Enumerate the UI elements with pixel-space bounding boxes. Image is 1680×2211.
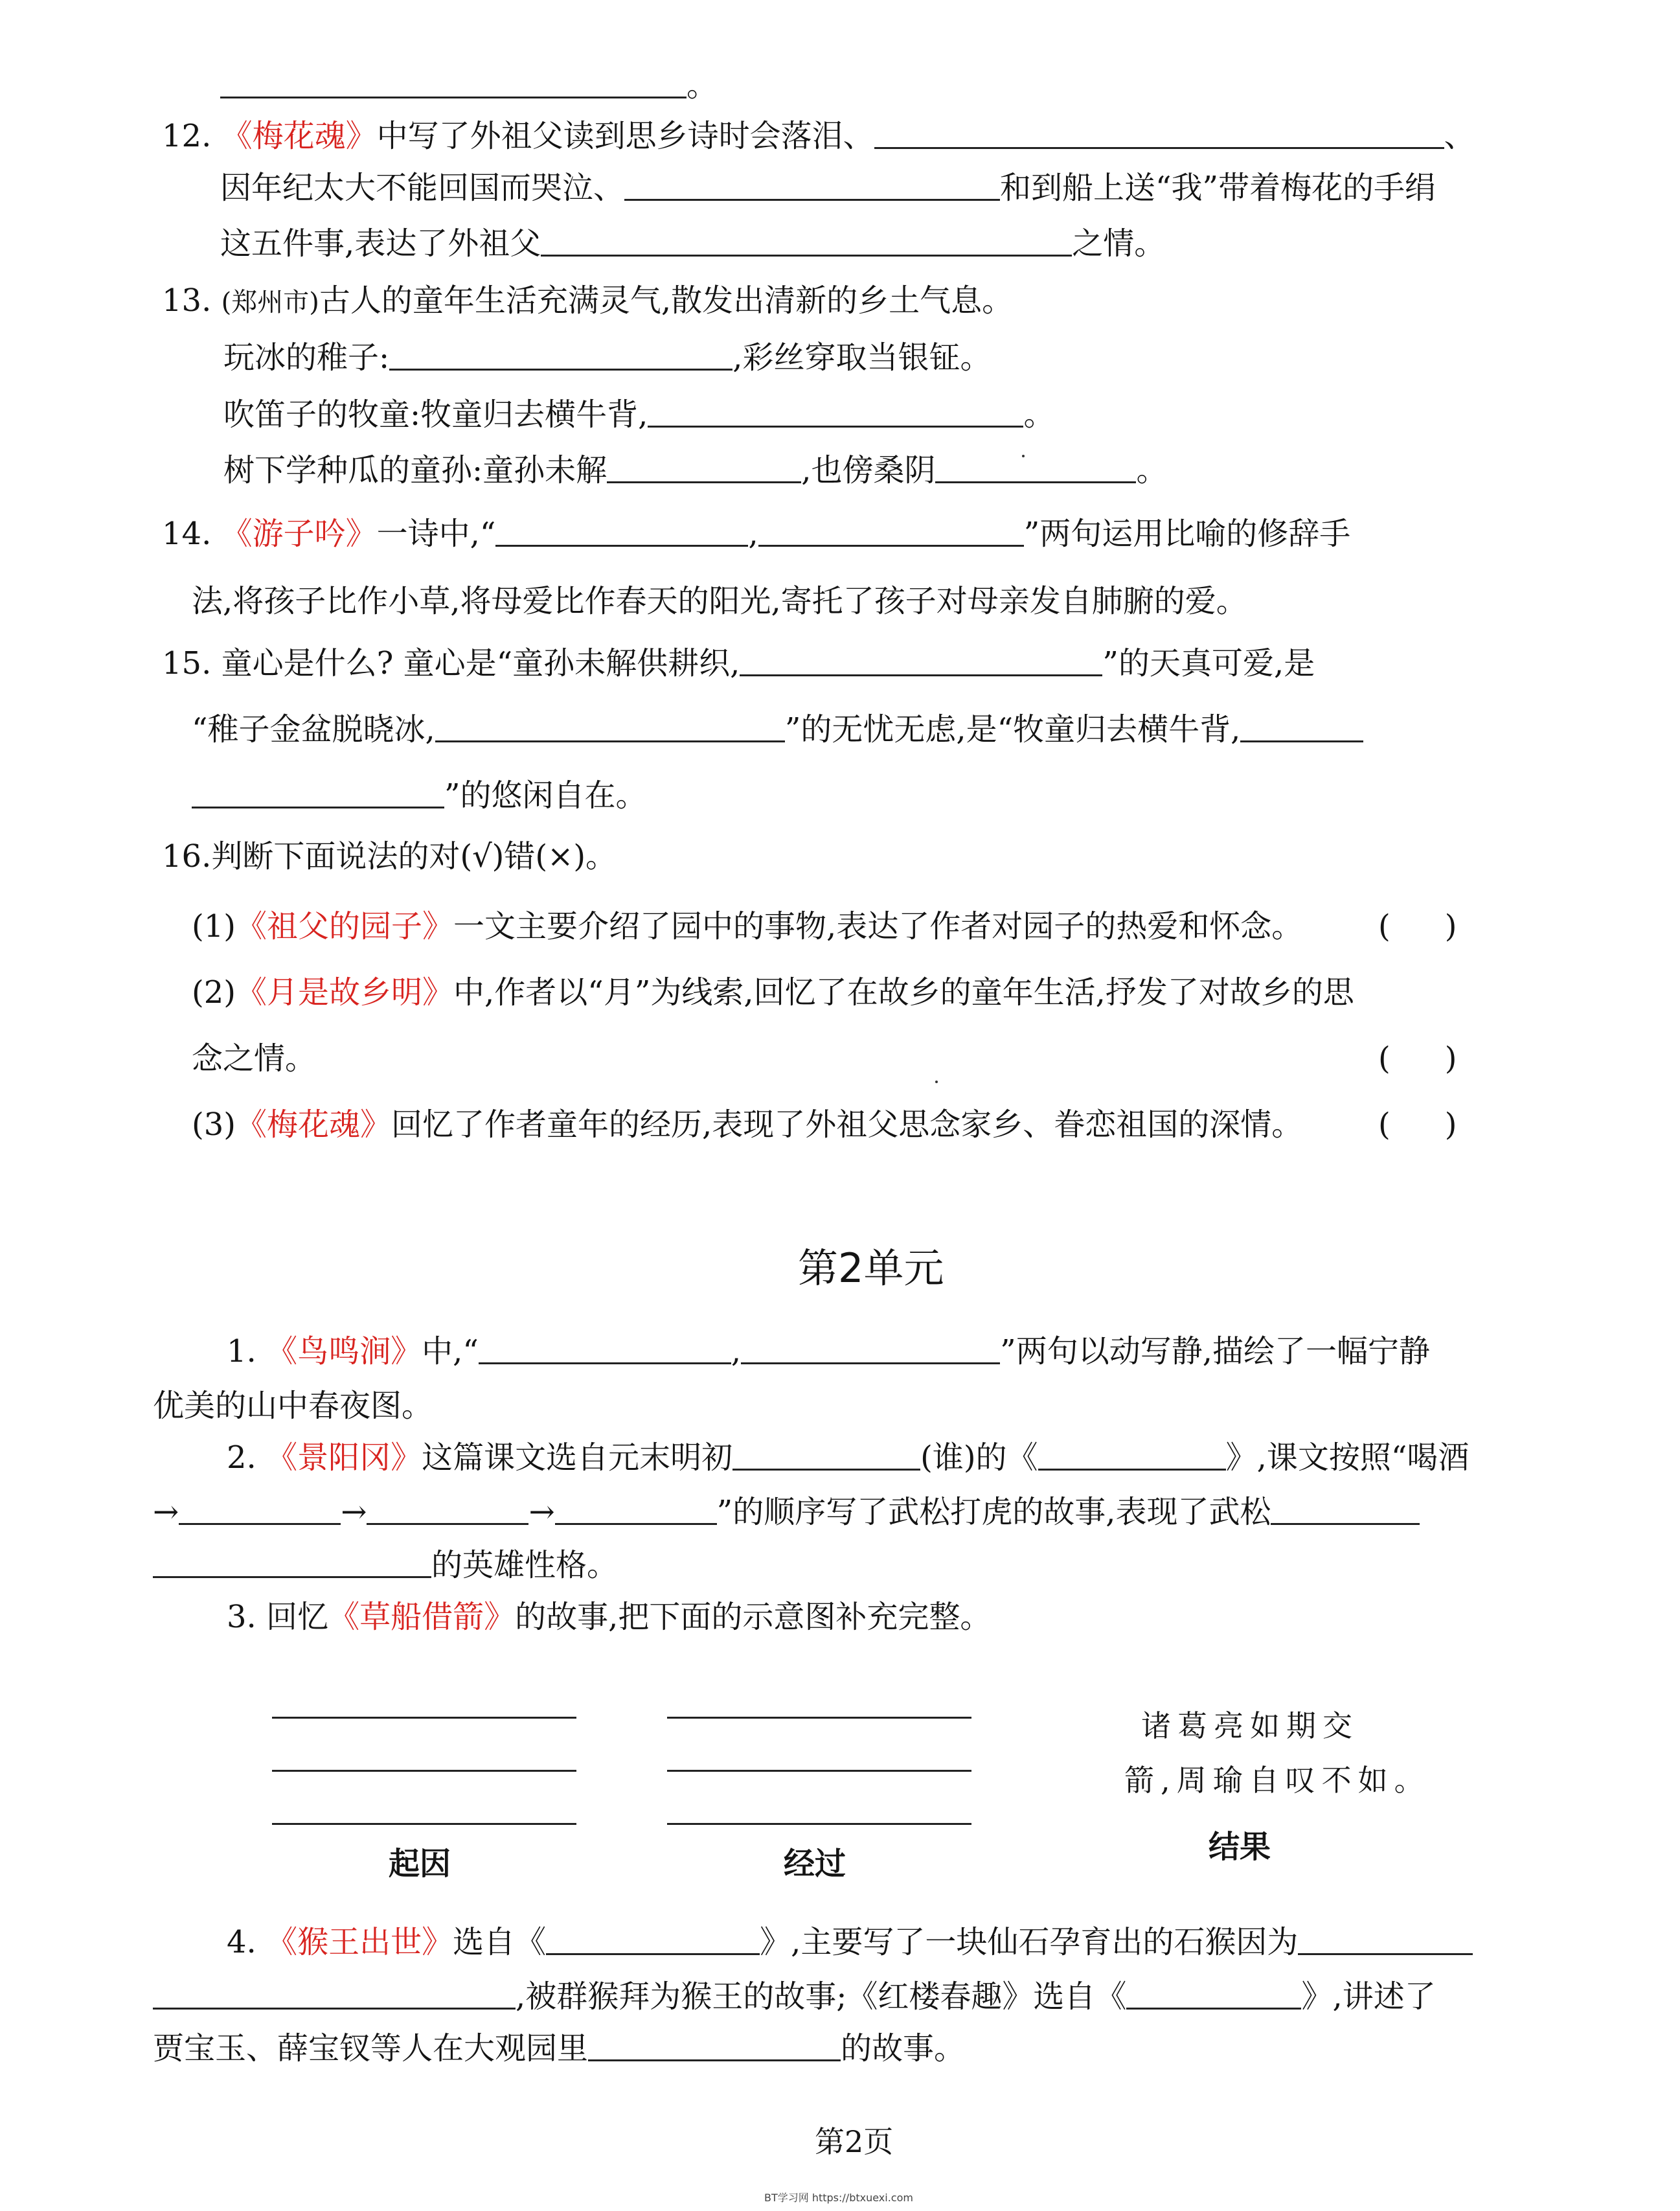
watermark: BT学习网 https://btxuexi.com [764, 2192, 913, 2204]
q15-line2: “稚子金盆脱晓冰, ”的无忧无虑,是“牧童归去横牛背, [192, 709, 1363, 750]
blank[interactable] [435, 715, 785, 742]
blank[interactable] [495, 519, 748, 547]
blank[interactable] [555, 1497, 717, 1525]
u2-q2-line1: 2. 《景阳冈》这篇课文选自元末明初 (谁)的《 》,课文按照“喝酒 [227, 1439, 1470, 1476]
source-label: (郑州市) [221, 288, 319, 317]
q13-line1: 13. (郑州市)古人的童年生活充满灵气,散发出清新的乡土气息。 [162, 282, 1014, 319]
q12-line1: 12. 《梅花魂》中写了外祖父读到思乡诗时会落泪、 、 [162, 118, 1475, 154]
text-title: 《梅花魂》 [221, 118, 377, 154]
blank[interactable] [741, 1336, 1000, 1364]
u2-q1-line1: 1. 《鸟鸣涧》中,“ , ”两句以动写静,描绘了一幅宁静 [227, 1333, 1430, 1369]
question-number: 15. [162, 645, 212, 682]
answer-paren-3[interactable]: ( ) [1378, 1106, 1457, 1143]
page-number: 第2页 [815, 2124, 894, 2159]
answer-paren-1[interactable]: ( ) [1378, 908, 1457, 945]
blank[interactable] [192, 781, 444, 808]
blank[interactable] [153, 1550, 431, 1578]
q16-item1: (1)《祖父的园子》一文主要介绍了园中的事物,表达了作者对园子的热爱和怀念。 [192, 908, 1303, 945]
text-title: 《游子吟》 [221, 516, 377, 552]
blank[interactable] [389, 343, 732, 371]
answer-paren-2[interactable]: ( ) [1378, 1040, 1457, 1077]
blank[interactable] [546, 1927, 760, 1955]
blank[interactable] [732, 1443, 920, 1471]
blank[interactable] [367, 1497, 528, 1525]
blank[interactable] [607, 455, 801, 483]
text-title: 《祖父的园子》 [236, 908, 454, 945]
question-number: 14. [162, 516, 212, 552]
blank[interactable] [179, 1497, 341, 1525]
blank[interactable] [1038, 1443, 1226, 1471]
q13-line2: 玩冰的稚子: ,彩丝穿取当银钲。 [223, 339, 992, 376]
text-title: 《梅花魂》 [236, 1106, 392, 1143]
blank[interactable] [624, 173, 1000, 201]
unit-heading: 第2单元 [798, 1244, 944, 1292]
q14-line1: 14. 《游子吟》一诗中,“ , ”两句运用比喻的修辞手 [162, 516, 1351, 552]
u2-q4-line1: 4. 《猴王出世》选自《 》,主要写了一块仙石孕育出的石猴因为 [227, 1921, 1473, 1963]
blank[interactable] [740, 648, 1102, 676]
question-number: 12. [162, 118, 212, 154]
blank[interactable] [588, 2033, 841, 2061]
process-blank-3[interactable] [667, 1823, 971, 1825]
process-blank-2[interactable] [667, 1770, 971, 1772]
question-number: 13. [162, 282, 212, 319]
question-number: 3. [227, 1599, 256, 1635]
process-label: 经过 [784, 1846, 846, 1882]
q16-title: 16.判断下面说法的对(√)错(×)。 [162, 838, 617, 875]
q16-item2-cont: 念之情。 [192, 1040, 317, 1077]
q15-line1: 15. 童心是什么? 童心是“童孙未解供耕织, ”的天真可爱,是 [162, 645, 1315, 682]
text-title: 《猴王出世》 [266, 1924, 453, 1960]
blank[interactable] [220, 71, 687, 98]
speck [1022, 455, 1025, 457]
result-text-line1: 诸葛亮如期交 [1141, 1708, 1359, 1743]
q12-line2: 因年纪太大不能回国而哭泣、 和到船上送“我”带着梅花的手绢 [220, 170, 1436, 206]
question-number: 4. [227, 1924, 256, 1960]
cause-blank-3[interactable] [272, 1823, 576, 1825]
blank[interactable] [935, 455, 1136, 483]
q14-line2: 法,将孩子比作小草,将母爱比作春天的阳光,寄托了孩子对母亲发自肺腑的爱。 [192, 583, 1247, 619]
process-blank-1[interactable] [667, 1717, 971, 1719]
cause-label: 起因 [389, 1846, 451, 1882]
q13-line4: 树下学种瓜的童孙:童孙未解 ,也傍桑阴 。 [223, 452, 1168, 488]
q15-line3: ”的悠闲自在。 [192, 775, 647, 816]
blank[interactable] [1240, 715, 1363, 742]
top-fill-line: 。 [220, 65, 718, 106]
blank[interactable] [648, 400, 1023, 428]
text-title: 《景阳冈》 [266, 1439, 422, 1476]
q12-line3: 这五件事,表达了外祖父 之情。 [220, 225, 1166, 262]
blank[interactable] [874, 121, 1444, 149]
text-title: 《鸟鸣涧》 [266, 1333, 422, 1369]
text-title: 《月是故乡明》 [236, 974, 454, 1011]
question-number: 2. [227, 1439, 256, 1476]
blank[interactable] [1271, 1497, 1420, 1525]
result-label: 结果 [1209, 1829, 1271, 1865]
blank[interactable] [1126, 1982, 1301, 2010]
u2-q4-line2: ,被群猴拜为猴王的故事;《红楼春趣》选自《 》,讲述了 [153, 1976, 1436, 2017]
u2-q2-line2: → → → ”的顺序写了武松打虎的故事,表现了武松 [153, 1491, 1420, 1533]
q16-item3: (3)《梅花魂》回忆了作者童年的经历,表现了外祖父思念家乡、眷恋祖国的深情。 [192, 1106, 1303, 1143]
cause-blank-1[interactable] [272, 1717, 576, 1719]
u2-q3-line1: 3. 回忆《草船借箭》的故事,把下面的示意图补充完整。 [227, 1599, 992, 1635]
u2-q1-line2: 优美的山中春夜图。 [153, 1388, 433, 1424]
blank[interactable] [541, 229, 1072, 257]
blank[interactable] [153, 1982, 516, 2010]
q16-item2: (2)《月是故乡明》中,作者以“月”为线索,回忆了在故乡的童年生活,抒发了对故乡的思 [192, 974, 1354, 1011]
q13-line3: 吹笛子的牧童:牧童归去横牛背, 。 [223, 396, 1055, 433]
speck [935, 1081, 938, 1083]
text-title: 《草船借箭》 [328, 1599, 516, 1635]
u2-q4-line3: 贾宝玉、薛宝钗等人在大观园里 的故事。 [153, 2030, 966, 2067]
u2-q2-line3: 的英雄性格。 [153, 1544, 618, 1586]
blank[interactable] [758, 519, 1024, 547]
cause-blank-2[interactable] [272, 1770, 576, 1772]
question-number: 1. [227, 1333, 256, 1369]
blank[interactable] [479, 1336, 731, 1364]
result-text-line2: 箭,周瑜自叹不如。 [1124, 1763, 1431, 1798]
blank[interactable] [1298, 1927, 1473, 1955]
